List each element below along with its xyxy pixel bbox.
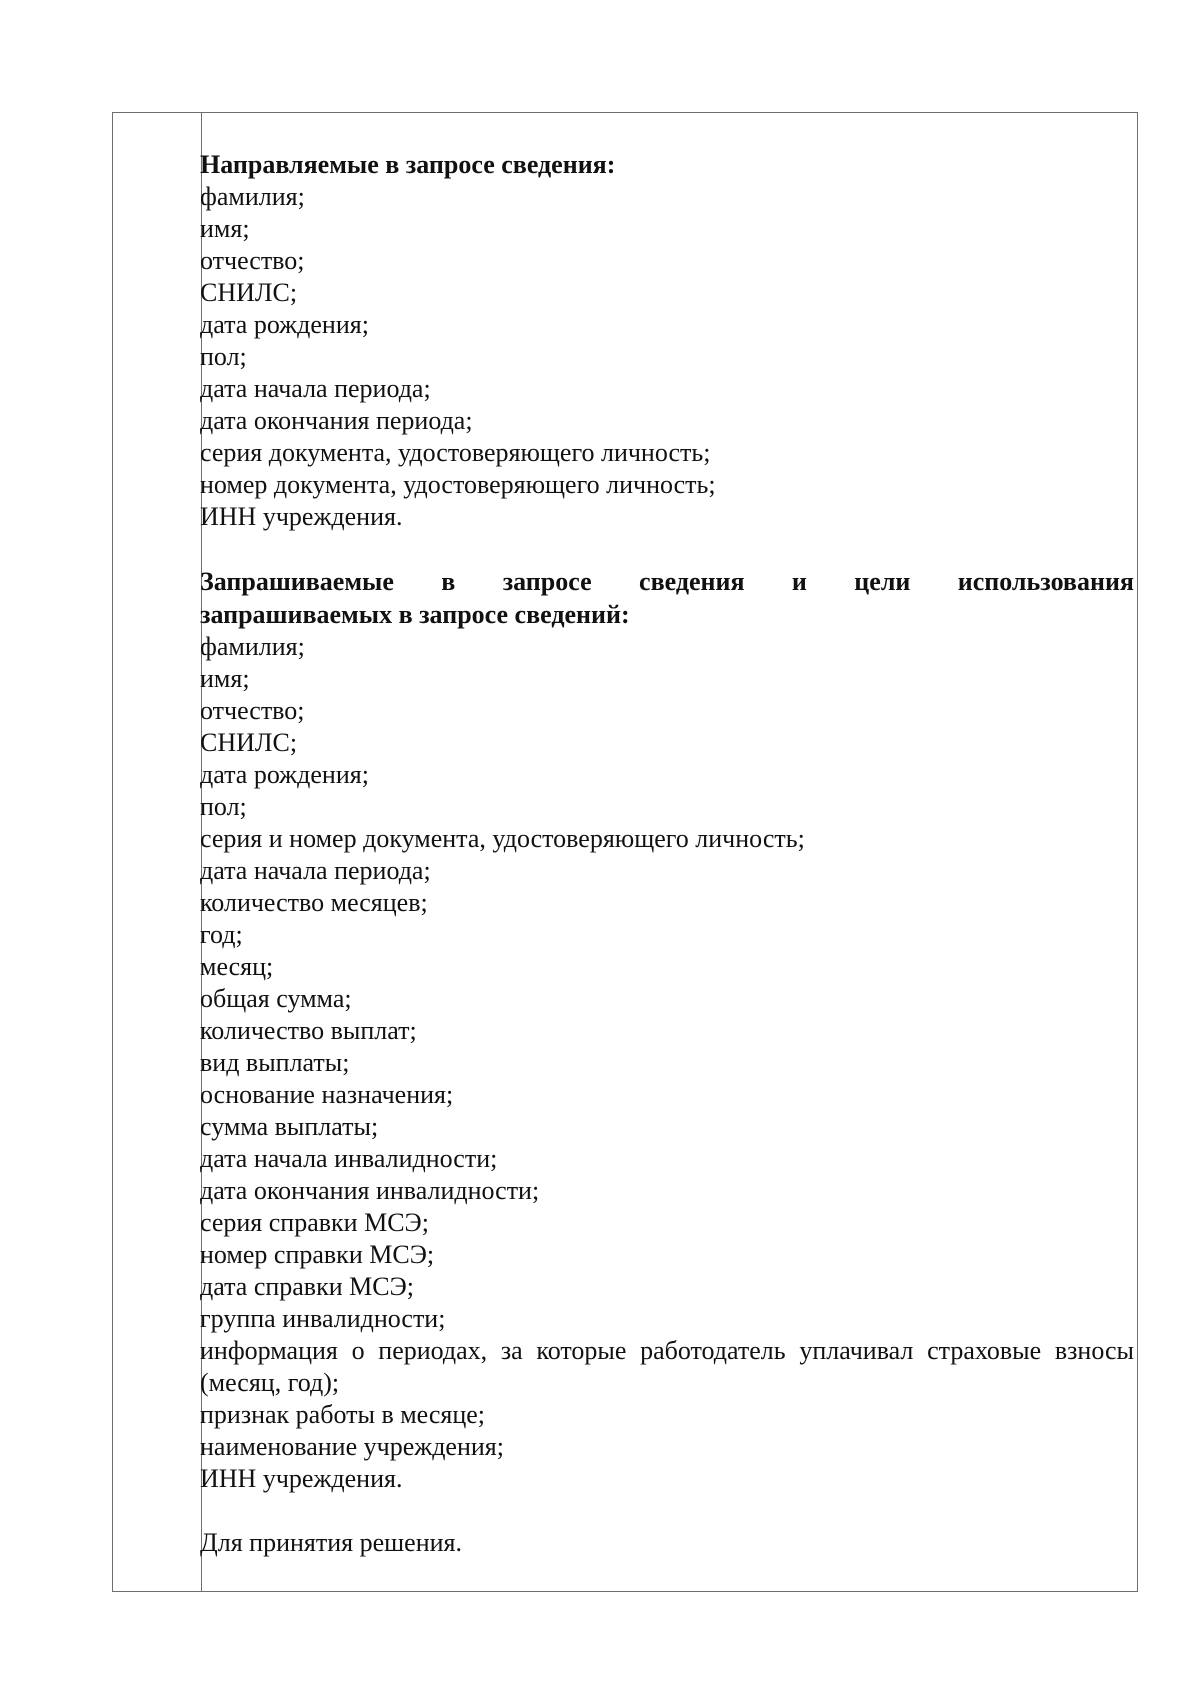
list-item: признак работы в месяце; <box>200 1400 486 1429</box>
requested-data-list <box>200 631 1134 1495</box>
list-item: пол; <box>200 792 247 821</box>
list-item: год; <box>200 920 243 949</box>
list-item: номер справки МСЭ; <box>200 1240 435 1269</box>
list-item: дата окончания периода; <box>200 406 473 435</box>
list-item: номер документа, удостоверяющего личность; <box>200 470 716 499</box>
list-item: дата начала инвалидности; <box>200 1144 498 1173</box>
sent-data-list <box>200 181 1134 533</box>
list-item: наименование учреждения; <box>200 1432 504 1461</box>
table-content-cell <box>200 148 1134 1559</box>
list-item: основание назначения; <box>200 1080 454 1109</box>
list-item: дата справки МСЭ; <box>200 1272 414 1301</box>
list-item: ИНН учреждения. <box>200 502 403 531</box>
list-item: вид выплаты; <box>200 1048 350 1077</box>
requested-data-heading <box>200 565 1134 631</box>
list-item: количество выплат; <box>200 1016 417 1045</box>
list-item: пол; <box>200 342 247 371</box>
list-item: отчество; <box>200 696 305 725</box>
list-item: дата окончания инвалидности; <box>200 1176 540 1205</box>
list-item: месяц; <box>200 952 274 981</box>
list-item: фамилия; <box>200 182 305 211</box>
spacer <box>200 1495 1134 1527</box>
requested-data-heading-line1: Запрашиваемые в запросе сведения и цели использования <box>200 567 1134 596</box>
purpose-text: Для принятия решения. <box>200 1528 462 1557</box>
list-item: СНИЛС; <box>200 728 298 757</box>
list-item: группа инвалидности; <box>200 1304 446 1333</box>
list-item: информация о периодах, за которые работодатель уплачивал страховые взносы (месяц, год); <box>200 1336 1134 1397</box>
list-item: серия справки МСЭ; <box>200 1208 429 1237</box>
sent-data-heading: Направляемые в запросе сведения: <box>200 150 616 179</box>
table-left-cell <box>113 113 202 1591</box>
list-item: имя; <box>200 214 250 243</box>
list-item: серия документа, удостоверяющего личность; <box>200 438 711 467</box>
list-item: дата начала периода; <box>200 856 431 885</box>
list-item: ИНН учреждения. <box>200 1464 403 1493</box>
list-item: отчество; <box>200 246 305 275</box>
list-item: дата рождения; <box>200 760 369 789</box>
list-item: фамилия; <box>200 632 305 661</box>
list-item: общая сумма; <box>200 984 352 1013</box>
list-item: дата начала периода; <box>200 374 431 403</box>
list-item: дата рождения; <box>200 310 369 339</box>
requested-data-heading-line2: запрашиваемых в запросе сведений: <box>200 600 630 629</box>
spacer <box>200 533 1134 565</box>
list-item: сумма выплаты; <box>200 1112 379 1141</box>
list-item: серия и номер документа, удостоверяющего личность; <box>200 824 805 853</box>
list-item: количество месяцев; <box>200 888 428 917</box>
list-item: имя; <box>200 664 250 693</box>
list-item: СНИЛС; <box>200 278 298 307</box>
